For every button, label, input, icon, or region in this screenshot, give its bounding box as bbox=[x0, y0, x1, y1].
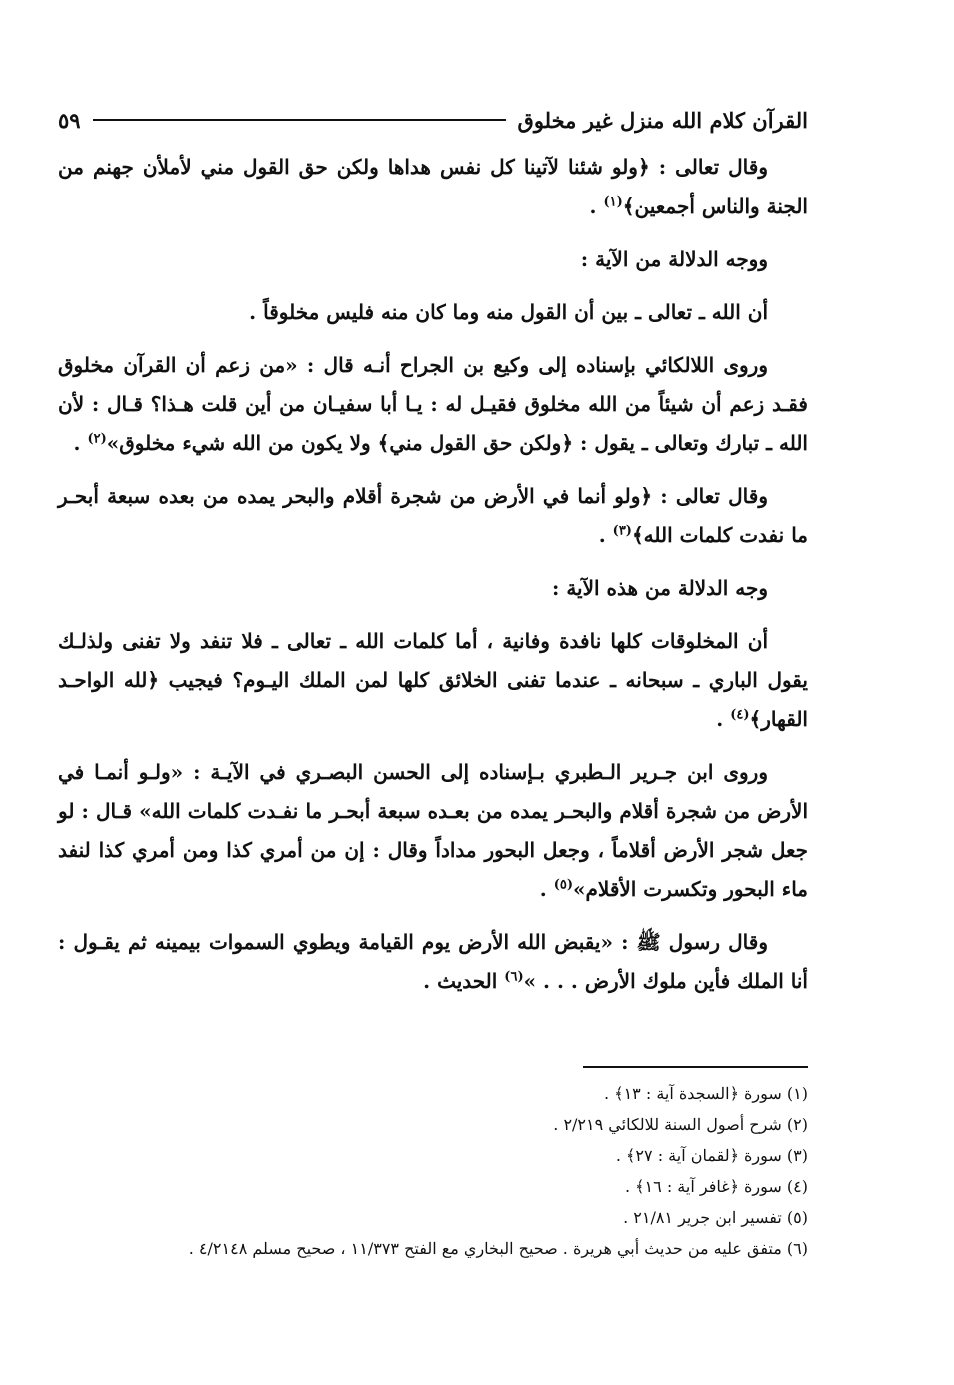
paragraph-heading-evidence-2: وجه الدلالة من هذه الآية : bbox=[551, 576, 768, 600]
paragraph-hadith: وقال رسول ﷺ : «يقبض الله الأرض يوم القيامة ويطوي السموات بيمينه ثم يقـول : أنا الملك فأين ملوك الأرض . . . »$^{(٦)}$ الحديث . bbox=[58, 930, 808, 993]
footnote-4: (٤) سورة ﴿غافر آية : ١٦﴾ . bbox=[625, 1177, 808, 1196]
paragraph-evidence-2: أن المخلوقات كلها نافدة وفانية ، أما كلمات الله ـ تعالى ـ فلا تنفد ولا تفنى ولذلـك يقول الباري ـ سبحانه ـ عندما تفنى الخلائق كلها لمن الملك اليـوم؟ فيجيب ﴿لله الواحـد القهار﴾$^{(٤)}$ . bbox=[58, 629, 808, 731]
footnote-separator bbox=[583, 1066, 808, 1068]
footnote-ref-1[interactable]: (١) bbox=[603, 194, 623, 210]
footnote-ref-6[interactable]: (٦) bbox=[504, 969, 524, 985]
paragraph-evidence-1: أن الله ـ تعالى ـ بين أن القول منه وما كان منه فليس مخلوقاً . bbox=[249, 300, 768, 324]
footnote-6: (٦) متفق عليه من حديث أبي هريرة . صحيح البخاري مع الفتح ١١/٣٧٣ ، صحيح مسلم ٤/٢١٤٨ . bbox=[188, 1239, 808, 1258]
header-title: القرآن كلام الله منزل غير مخلوق bbox=[517, 107, 808, 133]
paragraph-heading-evidence-1: ووجه الدلالة من الآية : bbox=[580, 247, 768, 271]
page-number: ٥٩ bbox=[58, 107, 81, 133]
paragraph-quran-luqman: وقال تعالى : ﴿ولو أنما في الأرض من شجرة أقلام والبحر يمده من بعده سبعة أبحـر ما نفدت كلمات الله﴾$^{(٣)}$ . bbox=[58, 484, 808, 547]
footnote-ref-5[interactable]: (٥) bbox=[553, 877, 573, 893]
footnote-3: (٣) سورة ﴿لقمان آية : ٢٧﴾ . bbox=[615, 1146, 808, 1165]
running-header bbox=[58, 100, 808, 140]
footnote-2: (٢) شرح أصول السنة للالكائي ٢/٢١٩ . bbox=[553, 1115, 808, 1134]
footnote-1: (١) سورة ﴿السجدة آية : ١٣﴾ . bbox=[604, 1084, 808, 1103]
footnotes bbox=[58, 1078, 808, 1264]
footnote-5: (٥) تفسير ابن جرير ٢١/٨١ . bbox=[623, 1208, 808, 1227]
footnote-ref-3[interactable]: (٣) bbox=[612, 523, 632, 539]
paragraph-tabari: وروى ابن جـرير الـطبري بـإسناده إلى الحسن البصـري في الآيـة : «ولـو أنمـا في الأرض من شجرة أقلام والبحـر يمده من بعـده سبعة أبحـر ما نفـدت كلمات الله» قـال : لو جعل شجر الأرض أقلاماً ، وجعل البحور مداداً وقال : إن من أمري كذا ومن أمري كذا لنفد ماء البحور وتكسرت الأقلام»$^{(٥)}$ . bbox=[58, 760, 808, 901]
footnote-ref-2[interactable]: (٢) bbox=[87, 431, 107, 447]
paragraph-quran-sajda: وقال تعالى : ﴿ولو شئنا لآتينا كل نفس هداها ولكن حق القول مني لأملأن جهنم من الجنة والناس أجمعين﴾$^{(١)}$ . bbox=[58, 155, 808, 218]
paragraph-lalakai: وروى اللالكائي بإسناده إلى وكيع بن الجراح أنـه قال : «من زعم أن القرآن مخلوق فقـد زعم أن شيئاً من الله مخلوق فقيـل له : يـا أبا سفيـان من أين قلت هـذا؟ قـال : لأن الله ـ تبارك وتعالى ـ يقول : ﴿ولكن حق القول مني﴾ ولا يكون من الله شيء مخلوق»$^{(٢)}$ . bbox=[58, 353, 808, 455]
body-text bbox=[58, 148, 808, 1015]
footnote-ref-4[interactable]: (٤) bbox=[730, 707, 750, 723]
header-rule bbox=[93, 119, 506, 121]
